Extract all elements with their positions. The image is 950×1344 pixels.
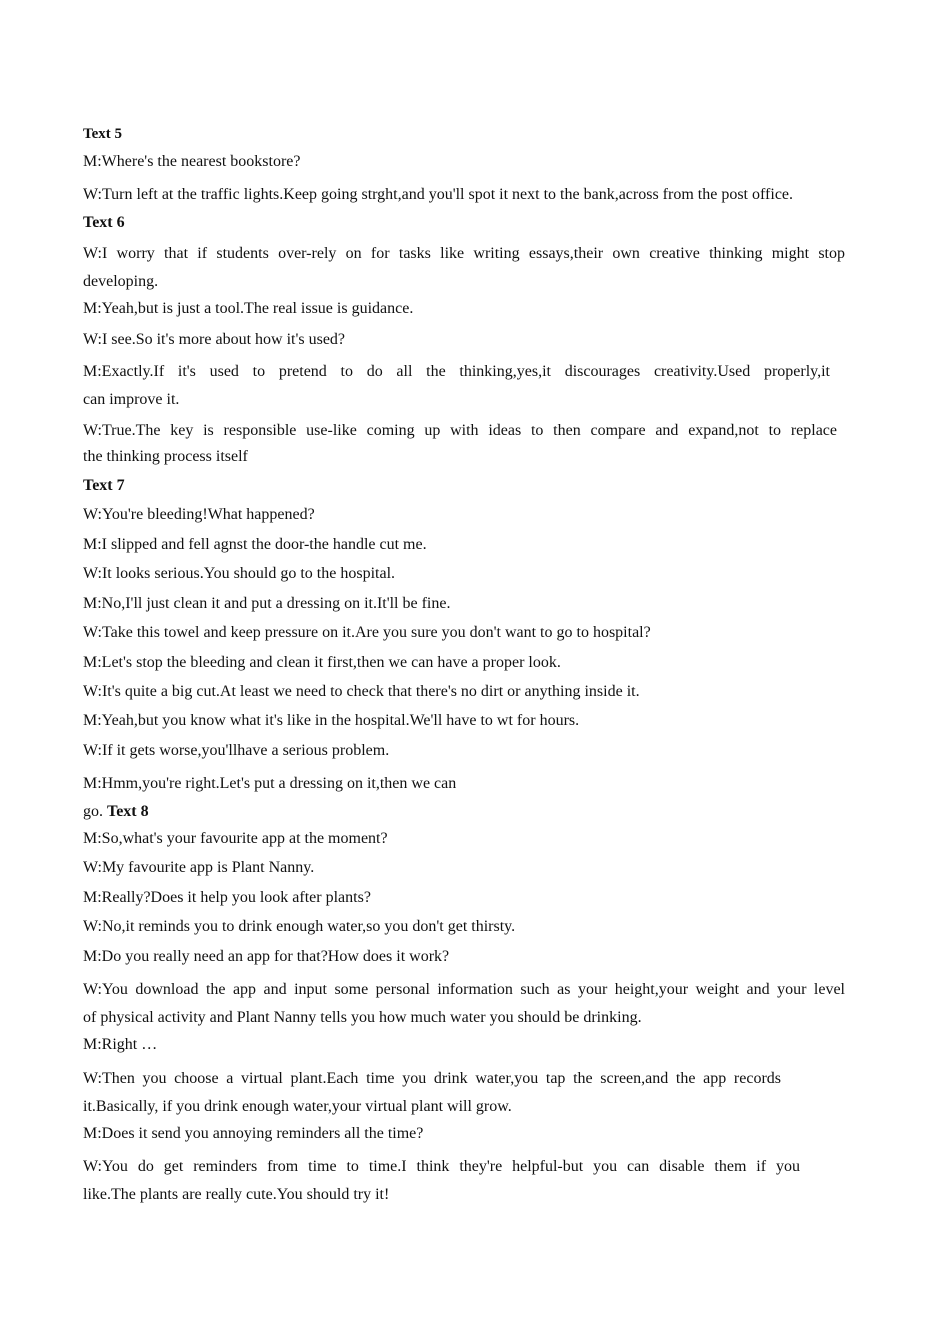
text6-line-3: M:Yeah,but is just a tool.The real issue is guidance. [83, 300, 414, 317]
text7-line-7: W:It's quite a big cut.At least we need to check that there's no dirt or anything inside it. [83, 683, 640, 700]
text8-line-7: of physical activity and Plant Nanny tells you how much water you should be drinking. [83, 1009, 642, 1026]
text7-line-11: go. [83, 803, 103, 820]
text7-line-8: M:Yeah,but you know what it's like in the hospital.We'll have to wt for hours. [83, 712, 580, 729]
text7-line-5: W:Take this towel and keep pressure on it.Are you sure you don't want to go to hospital? [83, 624, 651, 641]
text8-line-1: M:So,what's your favourite app at the moment? [83, 830, 388, 847]
text7-line-1: W:You're bleeding!What happened? [83, 506, 315, 523]
text6-heading: Text 6 [83, 214, 125, 231]
text7-line-3: W:It looks serious.You should go to the hospital. [83, 565, 396, 582]
text7-line-4: M:No,I'll just clean it and put a dressing on it.It'll be fine. [83, 595, 451, 612]
text8-line-8: M:Right … [83, 1036, 158, 1053]
text8-line-10: it.Basically, if you drink enough water,your virtual plant will grow. [83, 1098, 512, 1115]
text8-line-5: M:Do you really need an app for that?How does it work? [83, 948, 450, 965]
text7-line-11-wrap [83, 802, 149, 822]
text7-heading: Text 7 [83, 477, 125, 494]
text8-line-12: W:You do get reminders from time to time.I think they're helpful-but you can disable them if you [83, 1158, 800, 1175]
text7-line-10: M:Hmm,you're right.Let's put a dressing on it,then we can [83, 775, 457, 792]
text8-line-9: W:Then you choose a virtual plant.Each time you drink water,you tap the screen,and the app records [83, 1070, 781, 1087]
text6-line-7: W:True.The key is responsible use-like coming up with ideas to then compare and expand,not to replace [83, 422, 837, 439]
text7-line-6: M:Let's stop the bleeding and clean it first,then we can have a proper look. [83, 654, 561, 671]
text6-line-5: M:Exactly.If it's used to pretend to do all the thinking,yes,it discourages creativity.Used properly,it [83, 363, 830, 380]
text5-line-1: M:Where's the nearest bookstore? [83, 153, 301, 170]
text6-line-6: can improve it. [83, 391, 180, 408]
text8-line-13: like.The plants are really cute.You should try it! [83, 1186, 390, 1203]
text7-line-9: W:If it gets worse,you'llhave a serious problem. [83, 742, 390, 759]
text5-line-2: W:Turn left at the traffic lights.Keep going strght,and you'll spot it next to the bank,across from the post office. [83, 186, 794, 203]
text6-line-2: developing. [83, 273, 159, 290]
text8-line-3: M:Really?Does it help you look after plants? [83, 889, 371, 906]
text8-line-4: W:No,it reminds you to drink enough water,so you don't get thirsty. [83, 918, 516, 935]
text5-heading: Text 5 [83, 126, 123, 142]
text8-line-11: M:Does it send you annoying reminders all the time? [83, 1125, 424, 1142]
text6-line-1: W:I worry that if students over-rely on for tasks like writing essays,their own creative thinking might stop [83, 245, 845, 262]
text6-line-8: the thinking process itself [83, 448, 248, 465]
text6-line-4: W:I see.So it's more about how it's used? [83, 331, 346, 348]
text8-heading: Text 8 [107, 803, 149, 820]
text8-line-2: W:My favourite app is Plant Nanny. [83, 859, 315, 876]
text7-line-2: M:I slipped and fell agnst the door-the handle cut me. [83, 536, 427, 553]
text8-line-6: W:You download the app and input some personal information such as your height,your weight and your level [83, 981, 845, 998]
